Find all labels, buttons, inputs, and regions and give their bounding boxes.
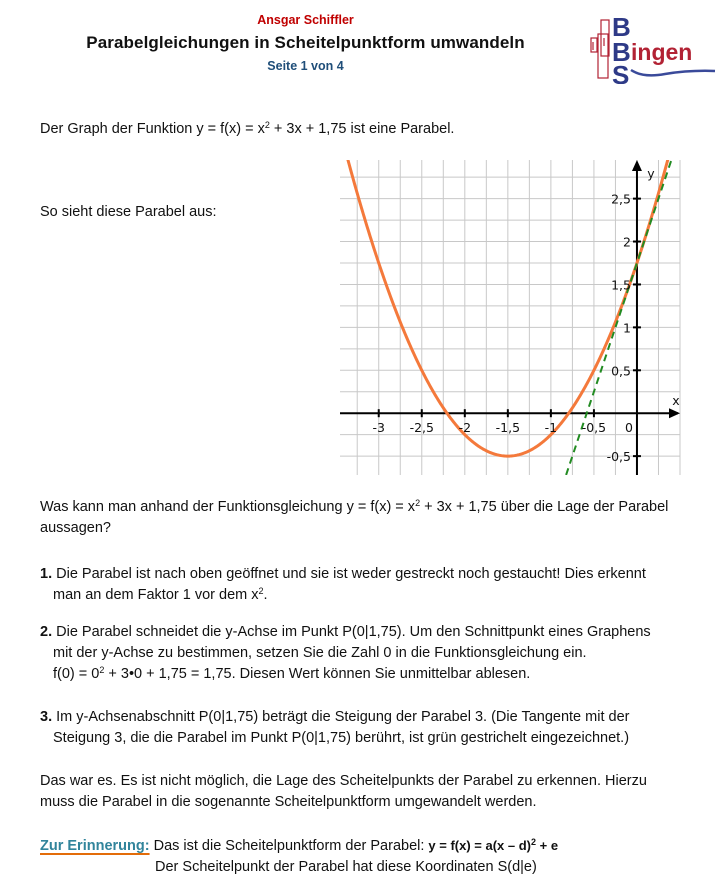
x-tick-label: -0,5	[581, 420, 607, 436]
y-tick-label: 0,5	[611, 363, 631, 379]
author-name: Ansgar Schiffler	[257, 13, 354, 27]
point-text: Im y-Achsenabschnitt P(0|1,75) beträgt die Steigung der Parabel 3. (Die Tangente mit der	[52, 709, 630, 725]
question-paragraph	[40, 497, 720, 539]
x-tick-label: -1,5	[495, 420, 521, 436]
logo-letter-b2: B	[612, 37, 631, 67]
parabola-chart	[330, 150, 690, 480]
reminder-box	[40, 835, 720, 878]
vertex-form-formula	[428, 838, 558, 853]
exponent: 2	[99, 665, 105, 675]
y-tick-label: 2,5	[611, 191, 631, 207]
intro-graph-caption: So sieht diese Parabel aus:	[40, 204, 217, 220]
question-text-end: + 3x + 1,75 über die Lage der Parabel	[420, 499, 669, 515]
origin-label: 0	[624, 420, 633, 436]
swoosh-icon	[631, 70, 715, 75]
conclusion-line-2: muss die Parabel in die sogenannte Scheitelpunktform umgewandelt werden.	[40, 794, 537, 810]
question-text: Was kann man anhand der Funktionsgleichung y = f(x) = x	[40, 499, 416, 515]
intro-text-end: + 3x + 1,75 ist eine Parabel.	[269, 121, 455, 137]
point-1-line-2	[40, 585, 720, 606]
formula-text: y = f(x) = a(x – d)	[428, 838, 532, 853]
y-tick-label: 1,5	[611, 277, 631, 293]
point-text: f(0) = 0	[53, 666, 100, 682]
x-tick-label: -2	[458, 420, 472, 436]
point-2	[40, 622, 720, 685]
x-tick-label: -2,5	[409, 420, 434, 436]
point-number: 2.	[40, 624, 53, 640]
logo-letter-s: S	[612, 60, 630, 84]
parabola-curve	[331, 150, 688, 456]
point-3-line-2: Steigung 3, die die Parabel im Punkt P(0|1,75) berührt, ist grün gestrichelt eingezeichnet.)	[53, 730, 630, 746]
building-icon	[591, 20, 609, 78]
page-title: Parabelgleichungen in Scheitelpunktform umwandeln	[86, 33, 525, 52]
conclusion-paragraph	[40, 771, 720, 813]
intro-sentence	[40, 119, 454, 140]
y-axis-label: y	[647, 166, 655, 181]
exponent: 2	[531, 837, 537, 847]
x-tick-label: -1	[544, 420, 558, 436]
y-tick-label: 1	[623, 320, 631, 336]
logo-letter-b1: B	[612, 12, 631, 42]
point-text: Die Parabel ist nach oben geöffnet und sie ist weder gestreckt noch gestaucht! Dies erkennt	[52, 566, 646, 582]
conclusion-line-1: Das war es. Es ist nicht möglich, die Lage des Scheitelpunkts der Parabel zu erkennen. Hierzu	[40, 773, 647, 789]
intro-text: Der Graph der Funktion y = f(x) = x	[40, 121, 265, 137]
logo-word: ingen	[631, 39, 693, 65]
point-text-end: .	[263, 587, 268, 603]
reminder-text: Das ist die Scheitelpunktform der Parabel:	[149, 838, 429, 854]
y-tick-label: 2	[623, 234, 631, 250]
chart-svg	[330, 150, 690, 480]
question-line-1	[40, 497, 720, 518]
point-2-line-1	[40, 622, 720, 643]
reminder-line-1	[40, 835, 720, 857]
point-2-line-2: mit der y-Achse zu bestimmen, setzen Sie die Zahl 0 in die Funktionsgleichung ein.	[53, 645, 587, 661]
point-number: 1.	[40, 566, 53, 582]
point-3	[40, 707, 720, 749]
point-text-end: + 3•0 + 1,75 = 1,75. Diesen Wert können Sie unmittelbar ablesen.	[104, 666, 531, 682]
y-tick-label: -0,5	[606, 449, 631, 465]
point-text: Die Parabel schneidet die y-Achse im Punkt P(0|1,75). Um den Schnittpunkt eines Graphens	[52, 624, 651, 640]
question-line-2: aussagen?	[40, 520, 111, 536]
point-1	[40, 564, 720, 606]
tick-labels	[372, 166, 679, 464]
point-number: 3.	[40, 709, 53, 725]
point-1-line-1	[40, 564, 720, 585]
x-tick-label: -3	[372, 420, 385, 436]
x-axis-arrow-icon	[669, 408, 680, 418]
reminder-line-2: Der Scheitelpunkt der Parabel hat diese Koordinaten S(d|e)	[155, 859, 537, 875]
point-text: man an dem Faktor 1 vor dem x	[53, 587, 259, 603]
point-3-line-1	[40, 707, 720, 728]
exponent: 2	[264, 120, 270, 130]
bbs-bingen-logo	[585, 12, 720, 84]
page-info: Seite 1 von 4	[267, 59, 344, 73]
point-2-line-3	[40, 664, 720, 685]
y-axis-arrow-icon	[632, 160, 642, 171]
x-axis-label: x	[672, 393, 680, 409]
exponent: 2	[415, 498, 421, 508]
exponent: 2	[258, 586, 264, 596]
formula-text-end: + e	[536, 838, 559, 853]
logo-graphic	[585, 12, 720, 84]
reminder-label: Zur Erinnerung:	[40, 838, 150, 854]
